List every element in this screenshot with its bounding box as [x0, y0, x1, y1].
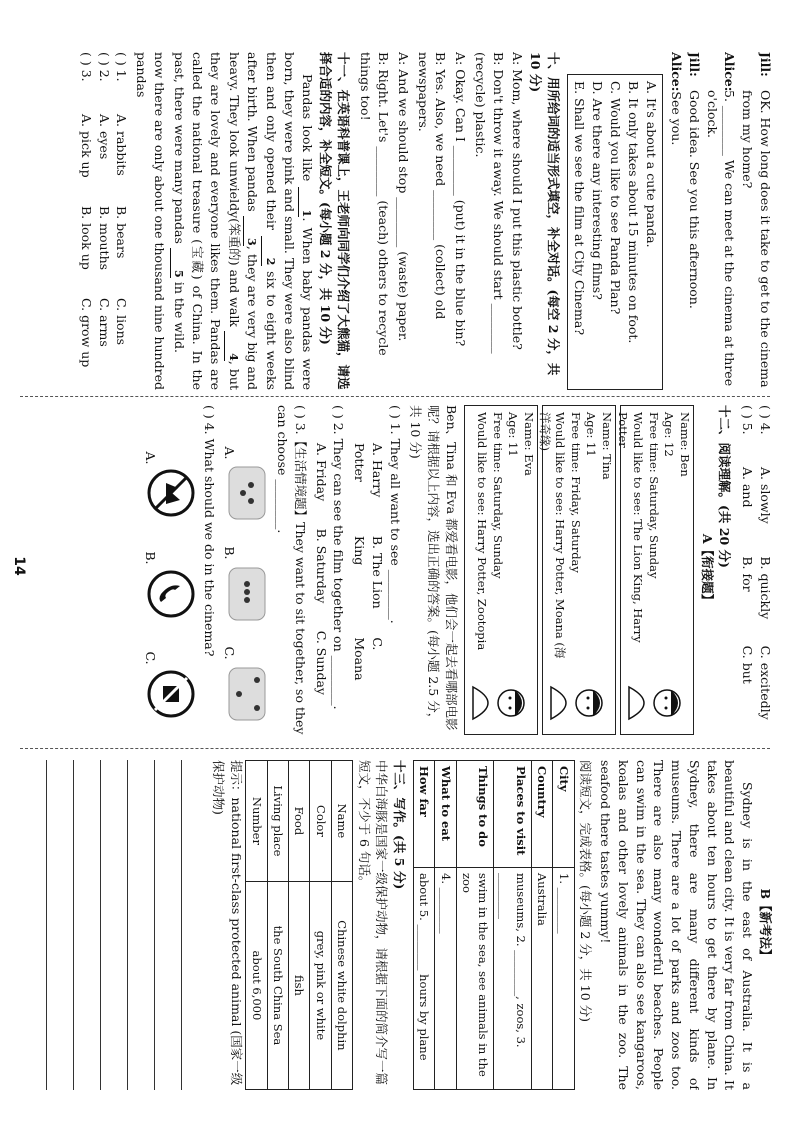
- sign-option-c: [141, 651, 196, 718]
- dialog-1: [668, 52, 775, 390]
- option-item: B. It only takes about 15 minutes on foot.: [626, 81, 642, 344]
- mcq-option-b[interactable]: B. bears: [114, 206, 130, 259]
- child-avatar-icon: [471, 679, 531, 727]
- profile-info: [537, 406, 615, 672]
- no-pets-sign-icon: [146, 468, 196, 518]
- mcq-row: [77, 52, 95, 390]
- question-2-options: [312, 405, 330, 735]
- passage-text: in the wild.: [172, 277, 188, 353]
- part-a-label: A【衔接题】: [699, 533, 715, 607]
- mcq-row: [95, 52, 113, 390]
- seat-option-a-label: A.: [222, 446, 238, 460]
- fill-blank-line: A: And we should stop ________ (waste) paper.: [395, 52, 411, 342]
- seat-option-b: [221, 546, 270, 623]
- section-12-title: 十二、阅读理解。(共 20 分): [717, 405, 733, 568]
- seat-option-b-label: B.: [222, 546, 238, 560]
- seat-map-a-icon: [226, 463, 270, 523]
- dialog-text: 5. ________ We can meet at the cinema at three o'clock.: [704, 90, 738, 387]
- profile-info: [615, 406, 693, 672]
- table-row: [456, 761, 494, 1090]
- profile-card: [537, 405, 616, 735]
- mcq-option-c[interactable]: C. but: [740, 645, 756, 684]
- seat-option-a: [221, 446, 270, 523]
- child-avatar-icon: [549, 679, 609, 727]
- mcq-option-a[interactable]: A. eyes: [96, 114, 112, 160]
- profile-line: Free time: Saturday, Sunday: [490, 412, 505, 579]
- mcq-option-c[interactable]: C. arms: [96, 298, 112, 347]
- answer-option[interactable]: C. Sunday: [313, 630, 329, 695]
- dialog-line: [685, 52, 703, 390]
- profile-line: Name: Eva: [522, 412, 536, 476]
- profile-line: Name: Tina: [600, 412, 614, 480]
- writing-line[interactable]: [127, 760, 154, 1090]
- answer-option[interactable]: A. Friday: [313, 443, 329, 502]
- writing-lines: [30, 760, 208, 1090]
- table-row: [494, 761, 532, 1090]
- fill-blank-line: B: Don't throw it away. We should start ________ (recycle) plastic.: [472, 52, 506, 354]
- profile-card: [464, 405, 538, 735]
- column-3: [30, 760, 774, 1090]
- table-value-cell: about 5. ________ hours by plane: [414, 868, 435, 1090]
- mcq-option-a[interactable]: A. and: [740, 467, 756, 508]
- section-10-title: 十、用所给词的适当形式填空，补全对话。(每空 2 分，共 10 分): [528, 52, 561, 376]
- mcq-option-a[interactable]: A. pick up: [78, 114, 94, 178]
- mcq-number: ( ) 1.: [114, 52, 130, 82]
- dialog-line: [703, 52, 739, 390]
- mcq-row: [113, 52, 131, 390]
- passage-text: Pandas look like: [300, 74, 316, 188]
- column-1: [30, 52, 774, 390]
- table-key-cell: Color: [310, 761, 331, 882]
- table-row: [267, 761, 288, 1090]
- options-box: [567, 74, 664, 390]
- table-value-cell: museums, 2. ________, zoos, 3. ________: [494, 868, 532, 1090]
- answer-option[interactable]: B. Saturday: [313, 528, 329, 604]
- sign-choices: [141, 435, 196, 735]
- mcq-option-b[interactable]: B. mouths: [96, 206, 112, 271]
- mcq-row: [756, 405, 774, 735]
- profile-line: Free time: Saturday, Sunday: [646, 412, 661, 579]
- question-1-options: [351, 405, 387, 735]
- speaker: Alice:: [722, 52, 738, 92]
- table-value-cell: fish: [288, 881, 309, 1089]
- seat-option-c: [221, 646, 270, 723]
- profile-info: [465, 406, 537, 672]
- writing-line[interactable]: [30, 760, 46, 1090]
- profile-line: Free time: Friday, Saturday: [568, 412, 583, 573]
- table-row: [331, 761, 352, 1090]
- sign-option-a: [141, 451, 196, 518]
- column-2: [30, 405, 774, 735]
- mcq-option-c[interactable]: C. grow up: [78, 298, 94, 368]
- profile-line: Would like to see: Harry Potter, Moana (海洋奇缘): [537, 412, 568, 659]
- panda-passage: [170, 52, 316, 390]
- table-key-cell: Number: [246, 761, 267, 882]
- table-row: [435, 761, 456, 1090]
- page-number: 14: [11, 556, 27, 576]
- profile-picture: [465, 672, 537, 734]
- table-value-cell: swim in the sea, see animals in the zoo: [456, 868, 494, 1090]
- blank-number: 1: [298, 187, 315, 217]
- blank-number: 4: [224, 331, 241, 361]
- table-row: [553, 761, 574, 1090]
- mcq-list-1: [77, 52, 130, 390]
- table-value-cell: grey, pink or white: [310, 881, 331, 1089]
- profile-card: [615, 405, 694, 735]
- sign-option-b: [141, 551, 196, 618]
- mcq-option-c[interactable]: C. lions: [114, 298, 130, 346]
- section-10-dialog: [357, 52, 527, 390]
- writing-line[interactable]: [46, 760, 73, 1090]
- option-item: D. Are there any interesting films?: [590, 81, 606, 300]
- table-value-cell: Australia: [532, 868, 553, 1090]
- mcq-list-2: [739, 405, 775, 735]
- mcq-number: ( ) 3.: [78, 52, 94, 82]
- sydney-passage: Sydney is in the east of Australia. It is a beautiful and clean city. It is very far from China. It takes about ten hours to get there by plane. In Sydney, there are many different kinds of museums. There are a lot of parks and zoos too. There are also many wonderful beaches. People can swim in the sea. They can also see kangaroos, koalas and other lovely animals in the zoo. The seafood there tastes yummy!: [598, 760, 756, 1090]
- dialog-line: [668, 52, 686, 390]
- seat-map-b-icon: [226, 564, 270, 624]
- option-item: A. It's about a cute panda.: [644, 81, 660, 248]
- table-row: [414, 761, 435, 1090]
- question-2: ( ) 2. They can see the film together on ________.: [331, 405, 347, 710]
- table-header-cell: What to eat: [435, 761, 456, 868]
- speaker: Alice:: [669, 52, 685, 92]
- profile-line: Name: Ben: [678, 412, 692, 477]
- passage-text: . When baby pandas were born, they were pink and small. They were also blind then and only opened their: [263, 52, 316, 390]
- dialog-line: [739, 52, 775, 390]
- table-header-cell: Things to do: [456, 761, 494, 868]
- dolphin-table: [245, 760, 353, 1090]
- speaker: Jill:: [687, 52, 702, 77]
- table-header-cell: Country: [532, 761, 553, 868]
- sign-option-b-label: B.: [143, 551, 158, 565]
- writing-hint: 提示：national first-class protected animal (国家一级保护动物): [211, 760, 245, 1086]
- dialog-text: OK. How long does it take to get to the cinema from my home?: [740, 90, 773, 388]
- mcq-option-b[interactable]: B. for: [740, 556, 756, 592]
- mcq-option-a[interactable]: A. rabbits: [114, 114, 130, 176]
- no-phone-sign-icon: [146, 569, 196, 619]
- fill-blank-line: A: Mom, where should I put this plastic bottle?: [510, 52, 526, 350]
- writing-line[interactable]: [181, 760, 208, 1090]
- table-instruction: 阅读短文，完成表格。(每小题 2 分，共 10 分): [578, 760, 594, 1023]
- table-row: [310, 761, 331, 1090]
- mcq-option-b[interactable]: B. quickly: [758, 556, 773, 620]
- table-value-cell: 4. ________: [435, 868, 456, 1090]
- table-value-cell: about 6,000: [246, 881, 267, 1089]
- table-key-cell: Name: [331, 761, 352, 882]
- profile-line: Would like to see: The Lion King, Harry Potter: [615, 412, 646, 643]
- fill-blank-line: B: Right. Let's ________ (teach) others to recycle things too!: [358, 52, 392, 356]
- profile-line: Would like to see: Harry Potter, Zootopia: [475, 412, 490, 651]
- table-row: [532, 761, 553, 1090]
- writing-line[interactable]: [73, 760, 100, 1090]
- answer-option[interactable]: A. Harry Potter: [352, 443, 385, 498]
- section-11-title: 十一、在英语科普课上，王老师向同学们介绍了大熊猫，请选择合适的内容，补全短文。(每小题 2 分，共 10 分): [317, 52, 351, 390]
- passage-text: , but they are lovely and everyone likes them. Pandas are called the national treasure (宝藏) of China. In the past, there were many pandas: [172, 52, 242, 390]
- passage-text: six to eight weeks after birth. When pandas: [245, 52, 279, 390]
- sydney-table: [413, 760, 575, 1090]
- mcq-option-c[interactable]: C. excitedly: [758, 645, 773, 720]
- mcq-number: ( ) 2.: [96, 52, 112, 82]
- blank-number: 2: [261, 236, 278, 266]
- table-key-cell: Food: [288, 761, 309, 882]
- table-row: [288, 761, 309, 1090]
- reading-intro: Ben、Tina 和 Eva 都爱看电影，他们会一起去看哪部电影呢？请根据以上内容，选出正确的答案。(每小题 2.5 分，共 10 分): [408, 405, 459, 731]
- mcq-option-b[interactable]: B. look up: [78, 206, 94, 270]
- mcq-number: ( ) 5.: [740, 405, 756, 435]
- question-3: ( ) 3.【生活情境题】They want to sit together, so they can choose ________.: [275, 405, 308, 735]
- mcq-option-a[interactable]: A. slowly: [758, 467, 773, 524]
- fill-blank-line: A: Okay. Can I ________ (put) it in the blue bin?: [453, 52, 469, 347]
- table-row: [246, 761, 267, 1090]
- seat-choices: [221, 435, 270, 735]
- blank-number: 5: [170, 248, 187, 278]
- no-food-sign-icon: [146, 669, 196, 719]
- option-item: E. Shall we see the film at City Cinema?: [572, 81, 587, 336]
- panda-passage-end: now there are only about one thousand nine hundred pandas: [134, 52, 167, 390]
- mcq-row: [739, 405, 757, 735]
- table-header-cell: City: [553, 761, 574, 868]
- question-4: ( ) 4. What should we do in the cinema?: [201, 405, 217, 657]
- fill-blank-line: B: Yes. Also, we need ________ (collect) old newspapers.: [415, 52, 449, 320]
- table-header-cell: How far: [414, 761, 435, 868]
- question-1: ( ) 1. They all want to see ________.: [387, 405, 403, 624]
- speaker: Jill:: [758, 52, 773, 77]
- table-value-cell: the South China Sea: [267, 881, 288, 1089]
- table-value-cell: 1. ________: [553, 868, 574, 1090]
- column-divider: [20, 748, 770, 749]
- answer-option[interactable]: C. Moana: [352, 637, 385, 681]
- option-item: C. Would you like to see Panda Plan?: [608, 81, 624, 315]
- table-key-cell: Living place: [267, 761, 288, 882]
- table-header-cell: Places to visit: [494, 761, 532, 868]
- sign-option-c-label: C.: [143, 651, 158, 665]
- profile-line: Age: 12: [662, 412, 677, 457]
- blank-number: 3: [243, 216, 260, 246]
- writing-instruction: 中华白海豚是国家一级保护动物，请根据下面的简介写一篇短文，不少于 6 句话。: [356, 760, 390, 1086]
- seat-map-c-icon: [226, 664, 270, 724]
- writing-line[interactable]: [154, 760, 181, 1090]
- profile-picture: [621, 672, 693, 734]
- sign-option-a-label: A.: [143, 451, 158, 465]
- profile-line: Age: 11: [584, 412, 599, 457]
- mcq-number: ( ) 4.: [758, 405, 773, 435]
- profile-cards: [464, 405, 694, 735]
- writing-line[interactable]: [100, 760, 127, 1090]
- table-value-cell: Chinese white dolphin: [331, 881, 352, 1089]
- dialog-text: See you.: [669, 91, 685, 146]
- dialog-text: Good idea. See you this afternoon.: [687, 90, 702, 309]
- answer-option[interactable]: B. The Lion King: [352, 535, 385, 609]
- passage-text: , they are very big and heavy. They look unwieldy(笨重的) and walk: [226, 52, 261, 390]
- part-b-label: B【新考法】: [758, 888, 773, 962]
- column-divider: [20, 396, 770, 397]
- section-13-title: 十三、写作。(共 5 分): [392, 760, 408, 890]
- profile-line: Age: 11: [506, 412, 521, 457]
- child-avatar-icon: [627, 679, 687, 727]
- profile-picture: [543, 672, 615, 734]
- seat-option-c-label: C.: [222, 646, 238, 660]
